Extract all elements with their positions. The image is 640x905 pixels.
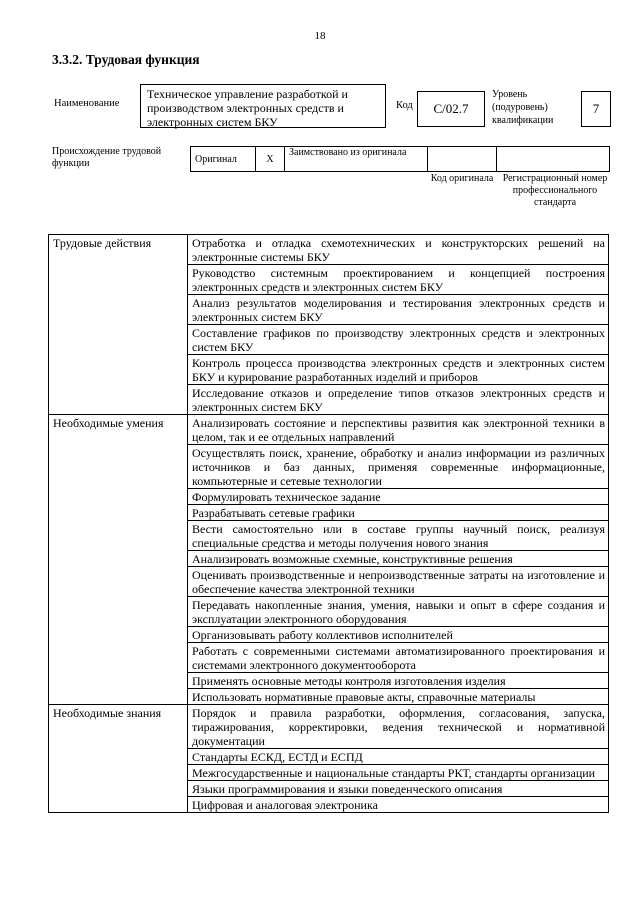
name-label: Наименование (54, 98, 120, 109)
section-heading: 3.3.2. Трудовая функция (52, 52, 200, 67)
table-row (49, 415, 609, 445)
section-item-cell: Передавать накопленные знания, умения, навыки и опыт в сфере создания и эксплуатации электронного оборудования (188, 597, 609, 627)
section-item-cell: Языки программирования и языки поведенческого описания (188, 781, 609, 797)
original-code-caption: Код оригинала (430, 173, 494, 184)
section-item-cell: Организовывать работу коллективов исполнителей (188, 627, 609, 643)
section-item-cell: Разрабатывать сетевые графики (188, 505, 609, 521)
section-item-cell: Руководство системным проектированием и концепцией построения электронных средств и электронных систем БКУ (188, 265, 609, 295)
section-title-cell: Трудовые действия (49, 235, 188, 415)
section-item-cell: Отработка и отладка схемотехнических и конструкторских решений на электронные системы БКУ (188, 235, 609, 265)
registration-number-caption: Регистрационный номер профессионального стандарта (502, 173, 608, 208)
level-value-box: 7 (581, 91, 611, 127)
table-row (49, 705, 609, 749)
section-item-cell: Использовать нормативные правовые акты, справочные материалы (188, 689, 609, 705)
section-item-cell: Анализ результатов моделирования и тестирования электронных средств и электронных систем БКУ (188, 295, 609, 325)
section-item-cell: Исследование отказов и определение типов отказов электронных средств и электронных систем БКУ (188, 385, 609, 415)
original-label-cell: Оригинал (191, 147, 256, 172)
section-item-cell: Оценивать производственные и непроизводственные затраты на изготовление и обеспечение качества электронной техники (188, 567, 609, 597)
level-label: Уровень (подуровень) квалификации (492, 89, 554, 126)
original-mark-cell: X (256, 147, 285, 172)
section-item-cell: Осуществлять поиск, хранение, обработку и анализ информации из различных источников и баз данных, применяя современные информационные, компьютерные и сетевые технологии (188, 445, 609, 489)
page-number: 18 (314, 30, 326, 42)
section-item-cell: Контроль процесса производства электронных средств и электронных систем БКУ и курирование разработанных изделий и приборов (188, 355, 609, 385)
function-name-box: Техническое управление разработкой и производством электронных средств и электронных систем БКУ (140, 84, 386, 128)
registration-number-cell (497, 147, 610, 172)
section-item-cell: Применять основные методы контроля изготовления изделия (188, 673, 609, 689)
original-code-cell (428, 147, 497, 172)
section-item-cell: Стандарты ЕСКД, ЕСТД и ЕСПД (188, 749, 609, 765)
origin-label: Происхождение трудовой функции (52, 146, 162, 169)
code-label: Код (396, 100, 413, 111)
section-item-cell: Цифровая и аналоговая электроника (188, 797, 609, 813)
table-row (49, 235, 609, 265)
section-item-cell: Порядок и правила разработки, оформления, согласования, запуска, тиражирования, корректировки, ведения технической и нормативной документации (188, 705, 609, 749)
section-title-cell: Необходимые знания (49, 705, 188, 813)
section-item-cell: Формулировать техническое задание (188, 489, 609, 505)
section-item-cell: Составление графиков по производству электронных средств и электронных систем БКУ (188, 325, 609, 355)
borrowed-label-cell: Заимствовано из оригинала (285, 147, 428, 172)
section-item-cell: Межгосударственные и национальные стандарты РКТ, стандарты организации (188, 765, 609, 781)
origin-table (190, 146, 610, 172)
code-value-box: С/02.7 (417, 91, 485, 127)
section-item-cell: Анализировать возможные схемные, конструктивные решения (188, 551, 609, 567)
section-item-cell: Анализировать состояние и перспективы развития как электронной техники в целом, так и ее отдельных направлений (188, 415, 609, 445)
section-item-cell: Вести самостоятельно или в составе группы научный поиск, реализуя специальные средства и методы получения нового знания (188, 521, 609, 551)
section-title-cell: Необходимые умения (49, 415, 188, 705)
section-item-cell: Работать с современными системами автоматизированного проектирования и системами электронного документооборота (188, 643, 609, 673)
function-details-table (48, 234, 609, 813)
